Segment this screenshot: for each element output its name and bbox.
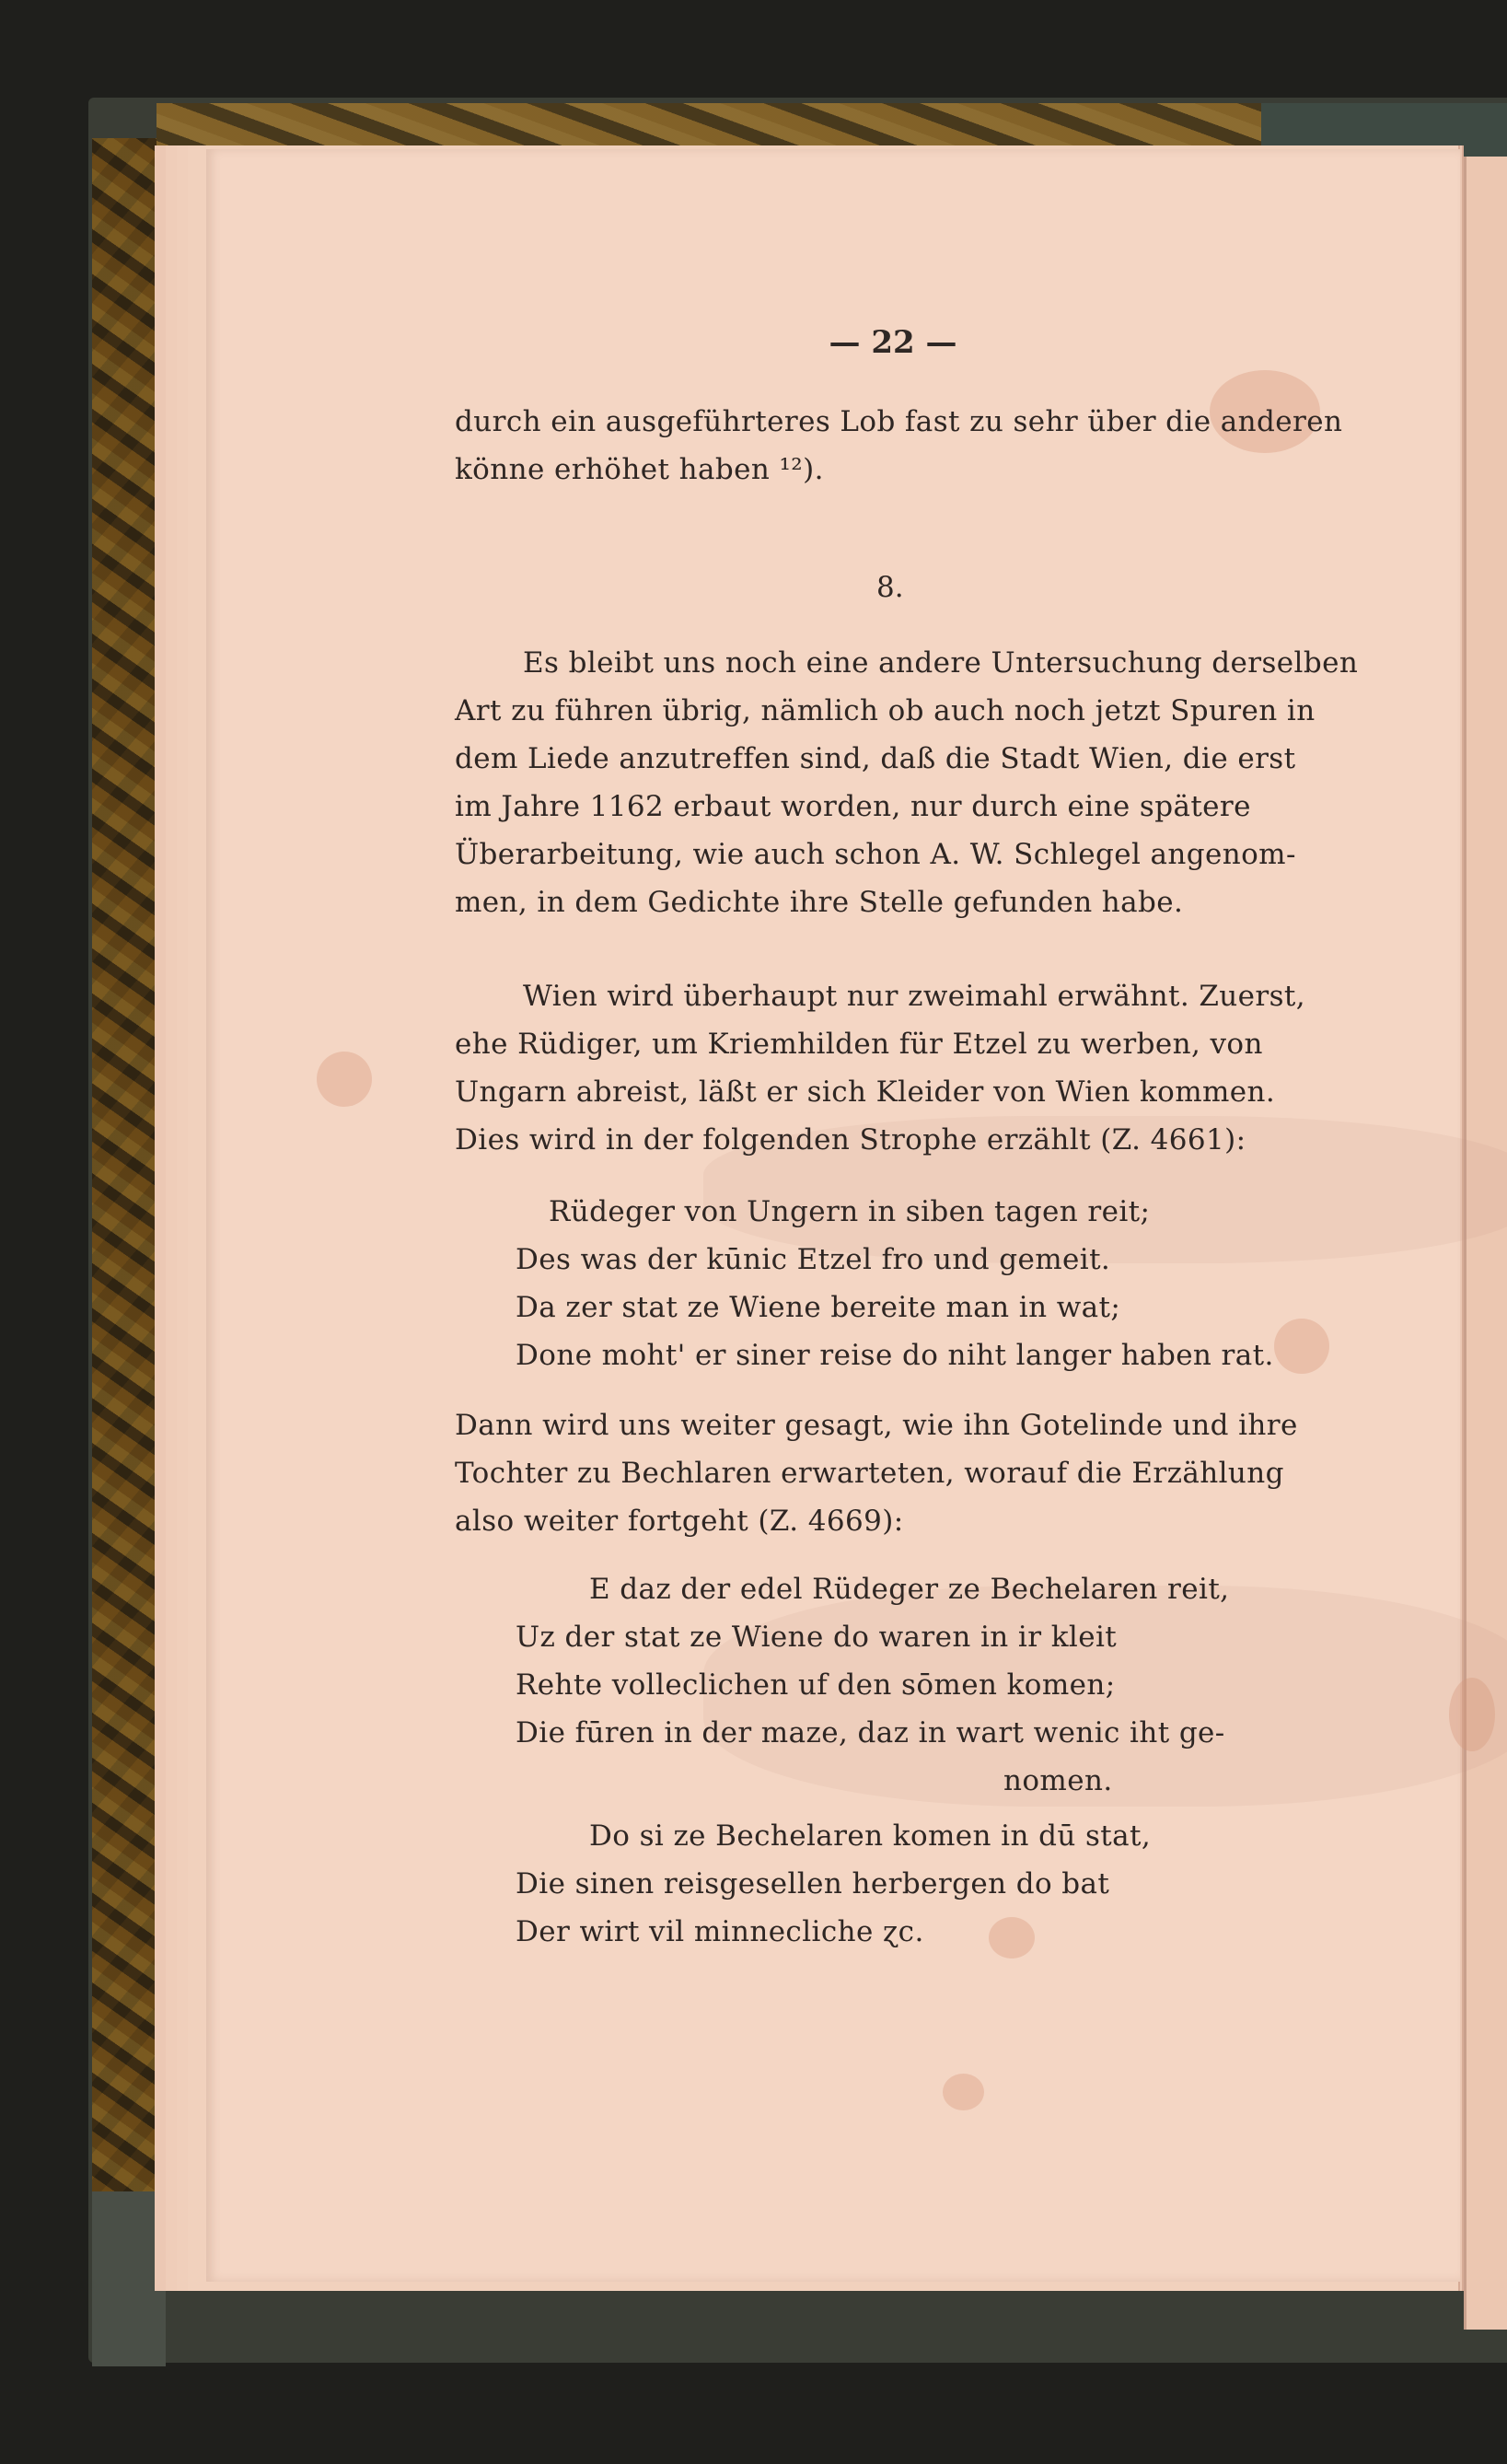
marbled-edge-left	[92, 138, 164, 2191]
verse-line: Die fūren in der maze, daz in wart wenic iht ge-	[516, 1716, 1225, 1749]
text-line: könne erhöhet haben ¹²).	[455, 453, 824, 486]
text-line: Es bleibt uns noch eine andere Untersuchung derselben	[523, 646, 1359, 680]
foxing-stain	[317, 1052, 372, 1107]
text-line: Tochter zu Bechlaren erwarteten, worauf die Erzählung	[455, 1457, 1284, 1490]
text-line: Ungarn abreist, läßt er sich Kleider von Wien kommen.	[455, 1075, 1276, 1109]
text-line: dem Liede anzutreffen sind, daß die Stadt Wien, die erst	[455, 742, 1296, 775]
verse-line: nomen.	[1003, 1764, 1113, 1797]
verse-line: Der wirt vil minnecliche ɀc.	[516, 1915, 924, 1948]
verse-line: Do si ze Bechelaren komen in dū stat,	[589, 1819, 1152, 1853]
text-line: Dann wird uns weiter gesagt, wie ihn Gotelinde und ihre	[455, 1409, 1298, 1442]
text-line: Dies wird in der folgenden Strophe erzählt (Z. 4661):	[455, 1123, 1246, 1156]
text-line: im Jahre 1162 erbaut worden, nur durch eine spätere	[455, 790, 1251, 823]
verse-line: Die sinen reisgesellen herbergen do bat	[516, 1867, 1110, 1900]
text-line: ehe Rüdiger, um Kriemhilden für Etzel zu werben, von	[455, 1028, 1263, 1061]
verse-line: Rüdeger von Ungern in siben tagen reit;	[549, 1195, 1151, 1228]
verse-line: Da zer stat ze Wiene bereite man in wat;	[516, 1291, 1121, 1324]
page-number: — 22 —	[829, 324, 957, 361]
verse-line: Des was der kūnic Etzel fro und gemeit.	[516, 1243, 1111, 1276]
text-line: men, in dem Gedichte ihre Stelle gefunden habe.	[455, 886, 1184, 919]
verse-line: Rehte volleclichen uf den sōmen komen;	[516, 1668, 1116, 1702]
text-line: Überarbeitung, wie auch schon A. W. Schlegel angenom-	[455, 838, 1296, 871]
verse-line: Done moht' er siner reise do niht langer haben rat.	[516, 1339, 1274, 1372]
text-line: Art zu führen übrig, nämlich ob auch noch jetzt Spuren in	[455, 694, 1316, 727]
facing-page-edge	[1464, 157, 1507, 2330]
section-number: 8.	[876, 571, 904, 604]
verse-line: E daz der edel Rüdeger ze Bechelaren reit,	[589, 1573, 1230, 1606]
text-line: Wien wird überhaupt nur zweimahl erwähnt. Zuerst,	[523, 980, 1306, 1013]
text-line: durch ein ausgeführteres Lob fast zu sehr über die anderen	[455, 405, 1343, 438]
text-line: also weiter fortgeht (Z. 4669):	[455, 1505, 904, 1538]
foxing-stain	[943, 2074, 984, 2110]
foxing-stain	[1274, 1319, 1329, 1374]
foxing-stain	[989, 1917, 1035, 1958]
verse-line: Uz der stat ze Wiene do waren in ir kleit	[516, 1621, 1118, 1654]
